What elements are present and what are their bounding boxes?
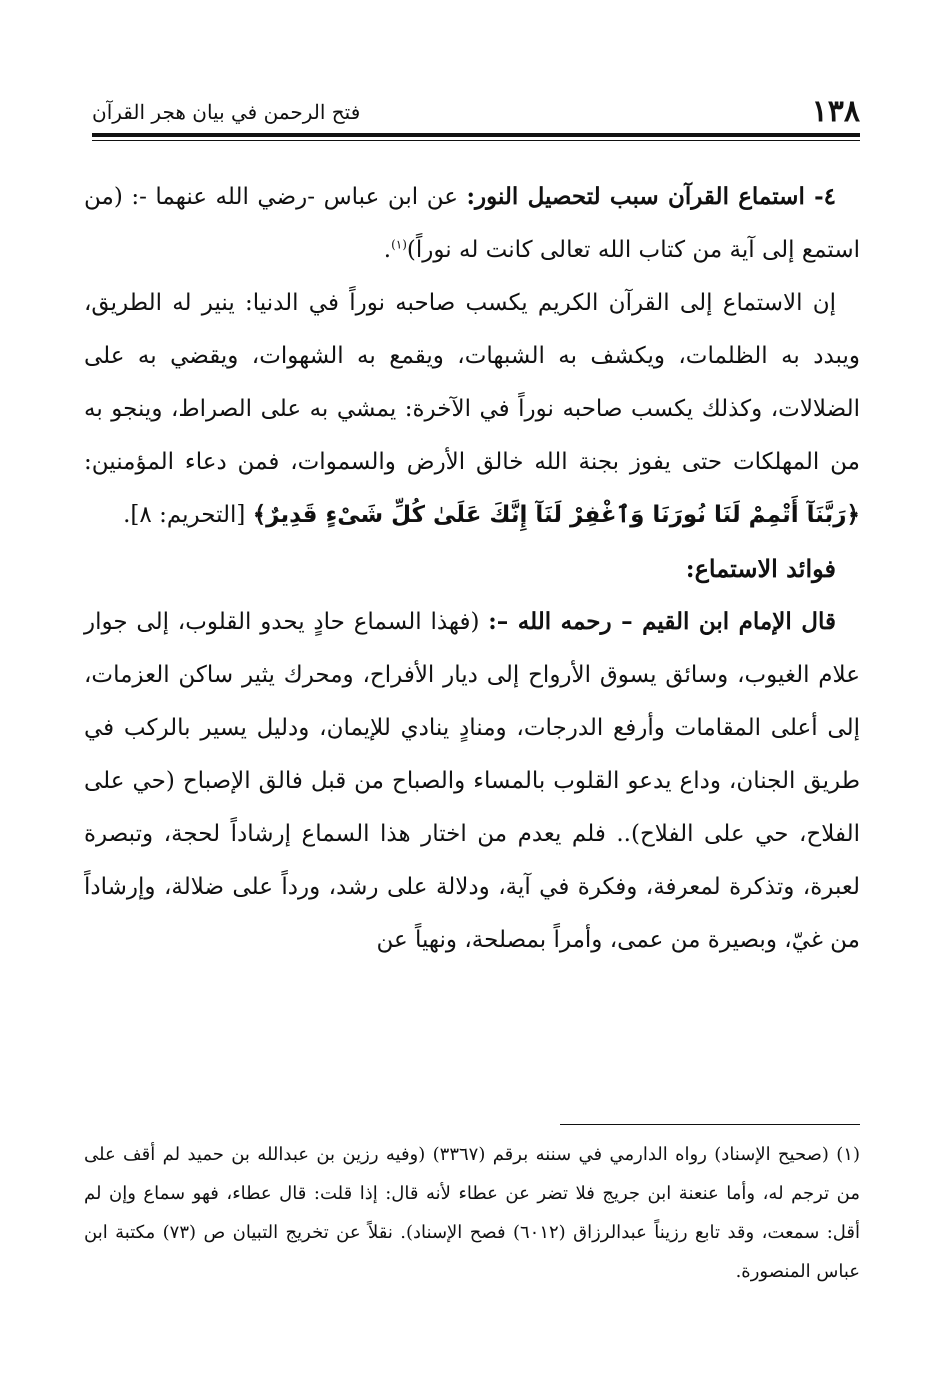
paragraph-text: عن ابن عباس -رضي الله عنهما -: (من استمع إلى آية من كتاب الله تعالى كانت له نوراً) [84, 184, 860, 263]
quote-text: (فهذا السماع حادٍ يحدو القلوب، إلى جوار علام الغيوب، وسائق يسوق الأرواح إلى ديار الأفراح، ومحرك يثير ساكن العزمات، إلى أعلى المقامات وأرفع الدرجات، ومنادٍ ينادي للإيمان، ودليل يسير بالركب في طريق الجنان، وداع يدعو القلوب بالمساء والصباح من قبل فالق الإصباح (حي على الفلاح، حي على الفلاح).. فلم يعدم من اختار هذا السماع إرشاداً لحجة، وتبصرة لعبرة، وتذكرة لمعرفة، وفكرة في آية، ودلالة على رشد، ورداً على ضلالة، وإرشاداً من غيّ، وبصيرة من عمى، وأمراً بمصلحة، ونهياً عن [84, 609, 860, 953]
paragraph-ibn-qayyim-quote [84, 595, 860, 967]
paragraph-light-explanation [84, 277, 860, 542]
paragraph-end: . [383, 237, 392, 263]
running-title: فتح الرحمن في بيان هجر القرآن [92, 100, 361, 124]
quran-verse: ﴿رَبَّنَآ أَتْمِمْ لَنَا نُورَنَا وَٱغْفِرْ لَنَآ إِنَّكَ عَلَىٰ كُلِّ شَىْءٍ قَدِيرٌ﴾ [252, 502, 860, 528]
quote-lead: قال الإمام ابن القيم – رحمه الله –: [488, 608, 836, 635]
paragraph-text: إن الاستماع إلى القرآن الكريم يكسب صاحبه نوراً في الدنيا: ينير له الطريق، ويبدد به الظلمات، ويكشف به الشبهات، ويقمع به الشهوات، ويقضي به على الضلالات، وكذلك يكسب صاحبه نوراً في الآخرة: يمشي به على الصراط، وينجو به من المهلكات حتى يفوز بجنة الله خالق الأرض والسموات، فمن دعاء المؤمنين: [84, 290, 860, 475]
page-header [92, 92, 860, 132]
header-rule-thin [92, 140, 860, 141]
paragraph-listening-light [84, 170, 860, 277]
header-rule [92, 133, 860, 137]
footnotes [84, 1135, 860, 1291]
footnote-1: (١) (صحيح الإسناد) رواه الدارمي في سننه برقم (٣٣٦٧) (وفيه رزين بن عبدالله بن حميد لم أقف على من ترجم له، وأما عنعنة ابن جريج فلا تضر عن عطاء لأنه قال: إذا قلت: قال عطاء، فهو سماع وإن لم أقل: سمعت، وقد تابع رزيناً عبدالرزاق (٦٠١٢) فصح الإسناد). نقلاً عن تخريج التبيان ص (٧٣) مكتبة ابن عباس المنصورة. [84, 1144, 860, 1282]
section-heading: فوائد الاستماع: [685, 554, 836, 583]
point-heading: ٤- استماع القرآن سبب لتحصيل النور: [466, 183, 836, 210]
footnote-separator [560, 1124, 860, 1125]
main-text [84, 170, 860, 967]
verse-reference: [التحريم: ٨]. [123, 502, 253, 528]
page-number: ١٣٨ [811, 94, 860, 129]
footnote-ref: (١) [391, 237, 407, 252]
